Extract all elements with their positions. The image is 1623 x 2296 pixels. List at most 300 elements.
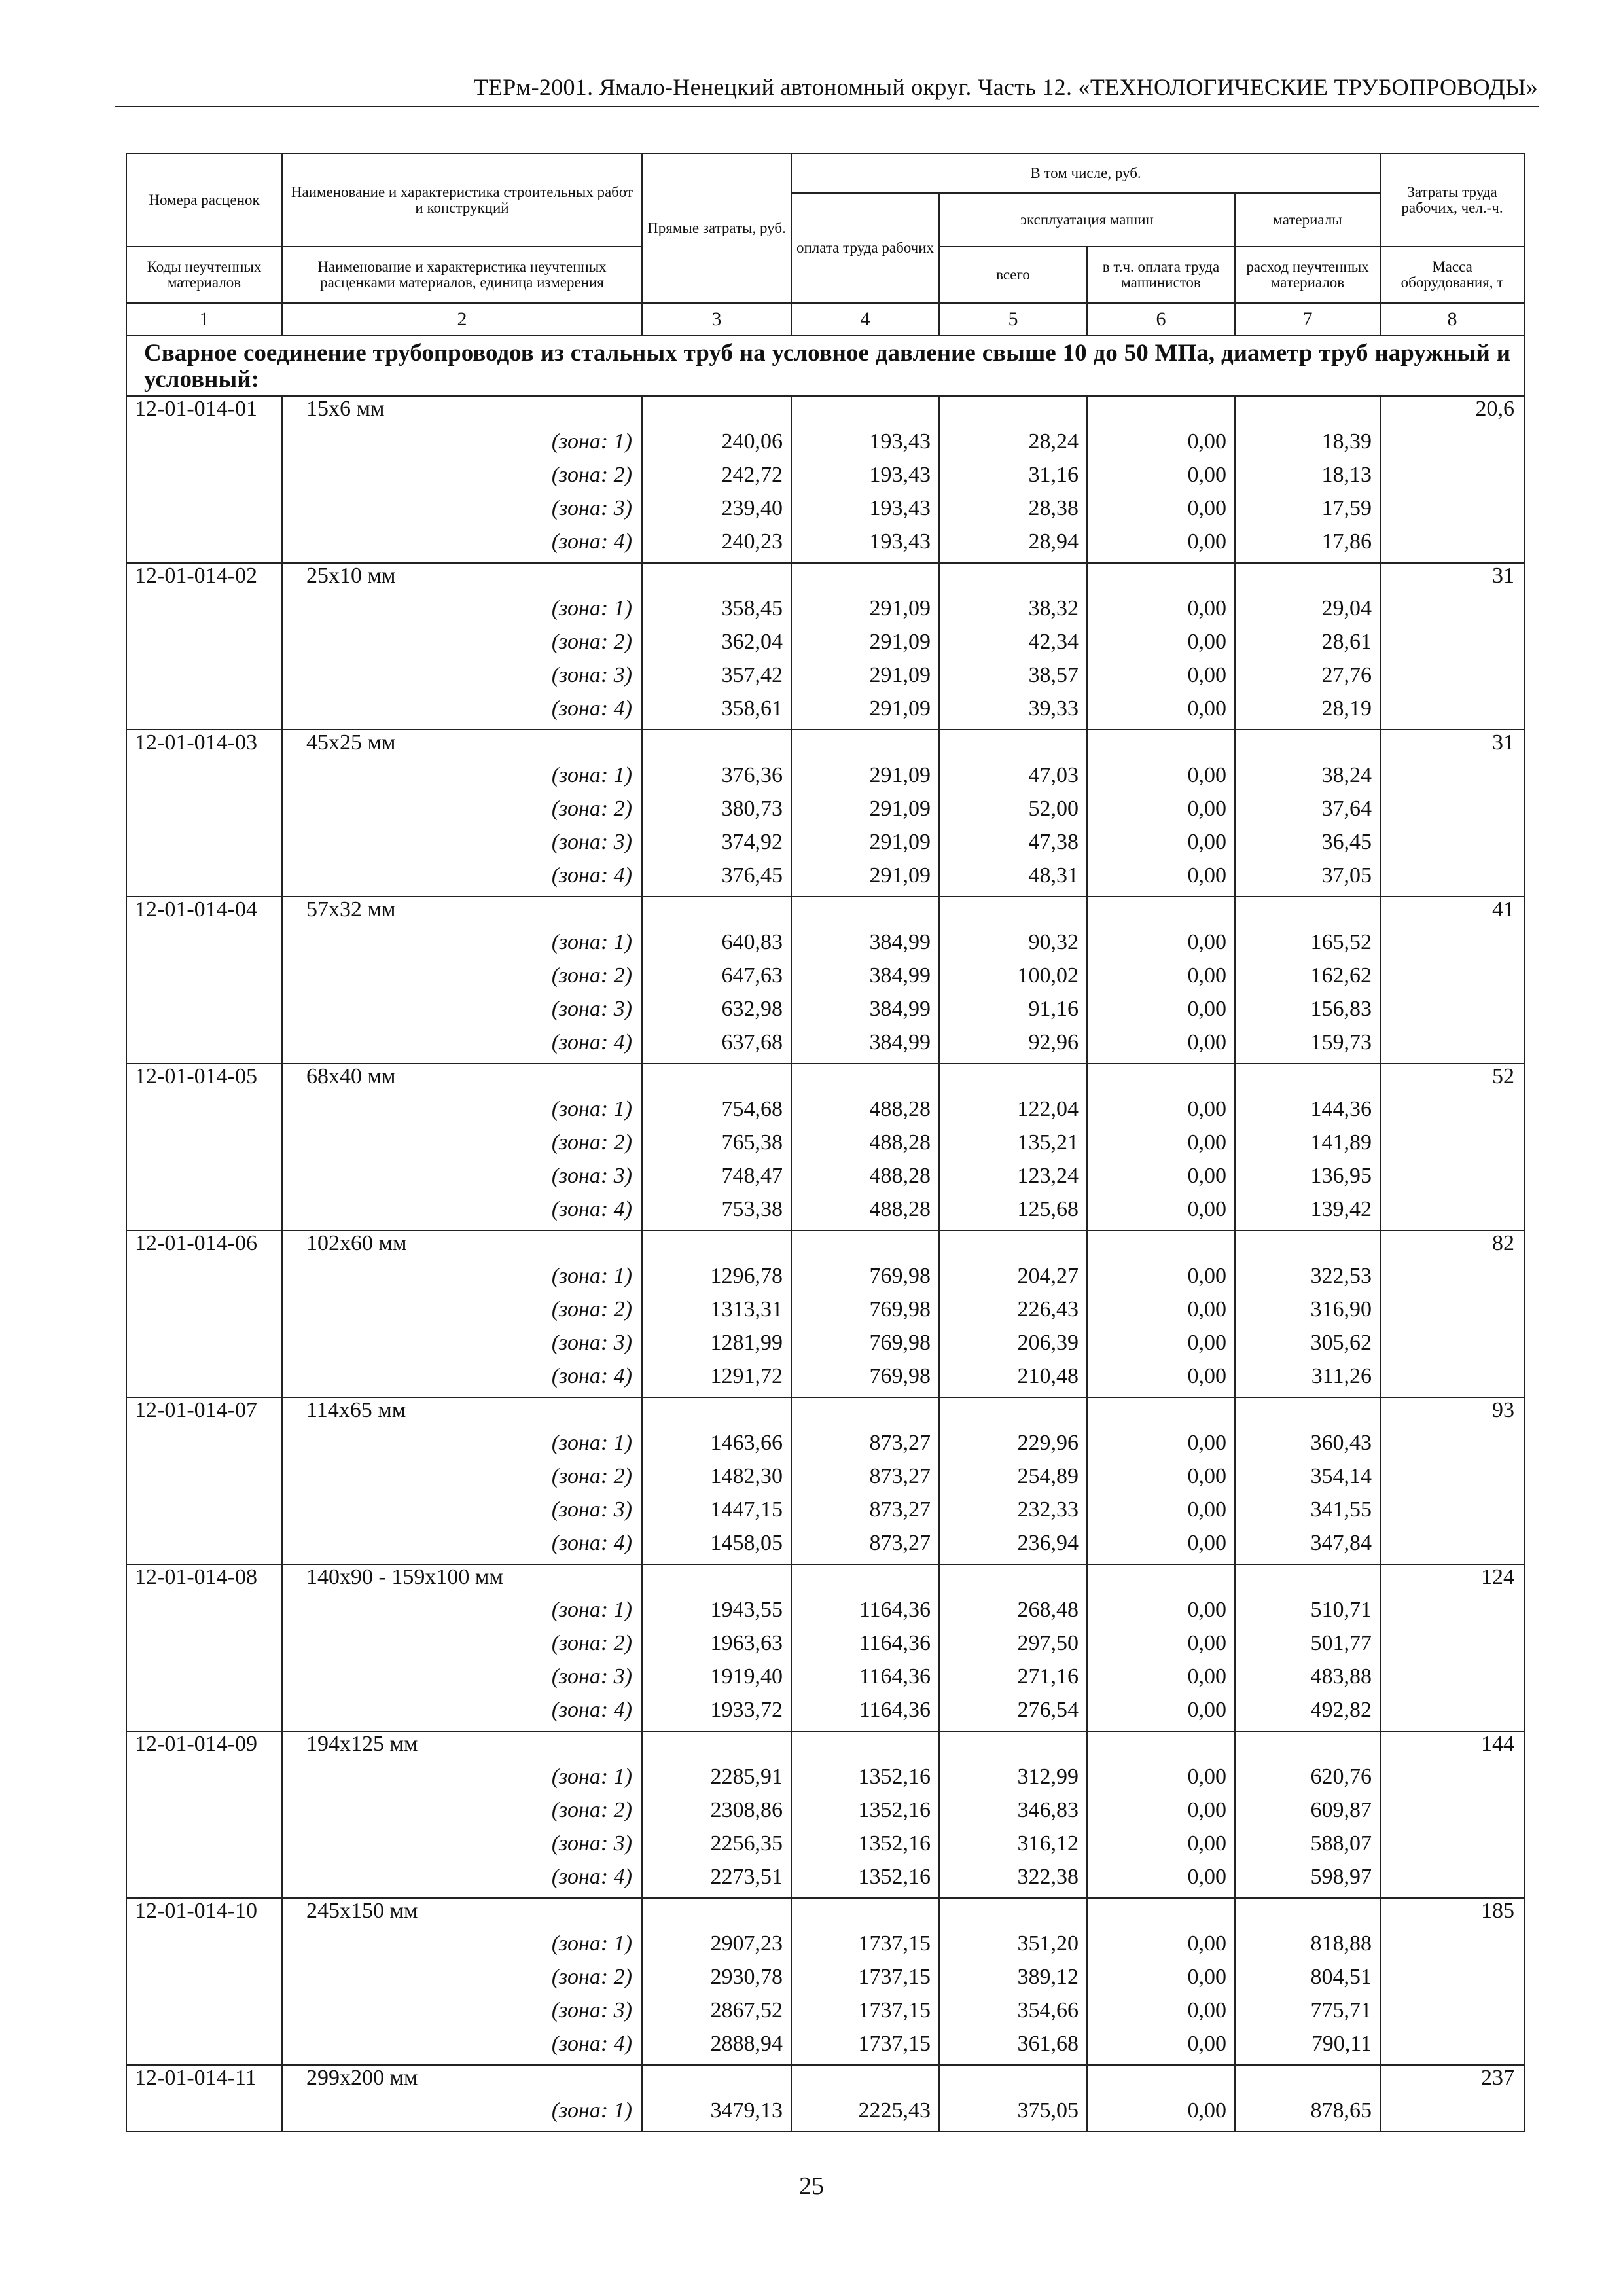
direct-cost-value: 1463,66 <box>642 1431 791 1464</box>
materials-value: 878,65 <box>1235 2098 1380 2132</box>
machinists-pay-value: 0,00 <box>1087 1297 1235 1331</box>
labor-pay-value: 1737,15 <box>791 1931 939 1965</box>
head-work-name: Наименование и характеристика строительных работ и конструкций <box>282 154 642 247</box>
materials-value: 28,19 <box>1235 696 1380 730</box>
rate-code: 12-01-014-05 <box>126 1064 282 1097</box>
code-cell <box>126 630 282 663</box>
labor-pay-value: 769,98 <box>791 1297 939 1331</box>
col-number: 6 <box>1087 303 1235 336</box>
materials-cell <box>1235 2065 1380 2098</box>
code-cell <box>126 1130 282 1164</box>
materials-cell <box>1235 897 1380 930</box>
direct-cost-value: 362,04 <box>642 630 791 663</box>
direct-cell <box>642 1564 791 1598</box>
machines-total-value: 322,38 <box>939 1865 1087 1898</box>
head-labor-pay: оплата труда рабочих <box>791 193 939 303</box>
zone-row <box>126 930 1524 963</box>
labor-pay-value: 488,28 <box>791 1164 939 1197</box>
code-cell <box>126 1765 282 1798</box>
code-cell <box>126 1297 282 1331</box>
machines-total-value: 135,21 <box>939 1130 1087 1164</box>
labor-pay-value: 769,98 <box>791 1264 939 1297</box>
head-material-codes: Коды неучтенных материалов <box>126 247 282 303</box>
direct-cost-value: 242,72 <box>642 463 791 496</box>
materials-value: 17,86 <box>1235 529 1380 563</box>
machinists-pay-value: 0,00 <box>1087 1931 1235 1965</box>
labor-costs-cell <box>1380 963 1524 997</box>
labor-pay-value: 873,27 <box>791 1464 939 1498</box>
materials-cell <box>1235 396 1380 429</box>
zone-label: (зона: 2) <box>282 797 642 830</box>
machines-cell <box>939 563 1087 596</box>
machines-total-value: 48,31 <box>939 863 1087 897</box>
labor-costs-cell <box>1380 463 1524 496</box>
code-cell <box>126 930 282 963</box>
direct-cost-value: 1281,99 <box>642 1331 791 1364</box>
running-header: ТЕРм-2001. Ямало-Ненецкий автономный округ. Часть 12. «ТЕХНОЛОГИЧЕСКИЕ ТРУБОПРОВОДЫ» <box>473 74 1538 100</box>
machines-total-value: 229,96 <box>939 1431 1087 1464</box>
pay-cell <box>791 563 939 596</box>
labor-pay-value: 193,43 <box>791 463 939 496</box>
code-cell <box>126 1965 282 1998</box>
machines-total-value: 354,66 <box>939 1998 1087 2032</box>
materials-value: 156,83 <box>1235 997 1380 1030</box>
zone-label: (зона: 1) <box>282 1264 642 1297</box>
labor-pay-value: 488,28 <box>791 1130 939 1164</box>
direct-cost-value: 1296,78 <box>642 1264 791 1297</box>
materials-value: 501,77 <box>1235 1631 1380 1664</box>
rate-title-row <box>126 396 1524 429</box>
code-cell <box>126 1831 282 1865</box>
direct-cost-value: 1933,72 <box>642 1698 791 1731</box>
labor-costs-cell <box>1380 529 1524 563</box>
zone-label: (зона: 1) <box>282 930 642 963</box>
direct-cost-value: 1447,15 <box>642 1498 791 1531</box>
code-cell <box>126 663 282 696</box>
materials-cell <box>1235 1564 1380 1598</box>
rate-code: 12-01-014-06 <box>126 1230 282 1264</box>
direct-cost-value: 1963,63 <box>642 1631 791 1664</box>
labor-costs-cell <box>1380 429 1524 463</box>
labor-pay-value: 193,43 <box>791 429 939 463</box>
labor-costs-cell <box>1380 1197 1524 1230</box>
direct-cost-value: 380,73 <box>642 797 791 830</box>
materials-value: 322,53 <box>1235 1264 1380 1297</box>
zone-row <box>126 630 1524 663</box>
rate-name: 68x40 мм <box>282 1064 642 1097</box>
code-cell <box>126 1431 282 1464</box>
code-cell <box>126 463 282 496</box>
materials-cell <box>1235 1731 1380 1765</box>
machines-total-value: 268,48 <box>939 1598 1087 1631</box>
direct-cell <box>642 1731 791 1765</box>
materials-value: 136,95 <box>1235 1164 1380 1197</box>
rate-title-row <box>126 1230 1524 1264</box>
materials-value: 162,62 <box>1235 963 1380 997</box>
direct-cost-value: 3479,13 <box>642 2098 791 2132</box>
rate-title-row <box>126 563 1524 596</box>
materials-cell <box>1235 730 1380 763</box>
labor-pay-value: 1737,15 <box>791 1998 939 2032</box>
zone-row <box>126 1464 1524 1498</box>
direct-cost-value: 2888,94 <box>642 2032 791 2065</box>
direct-cost-value: 240,23 <box>642 529 791 563</box>
zone-label: (зона: 1) <box>282 596 642 630</box>
machinists-pay-value: 0,00 <box>1087 596 1235 630</box>
zone-label: (зона: 2) <box>282 1464 642 1498</box>
materials-cell <box>1235 1230 1380 1264</box>
code-cell <box>126 1664 282 1698</box>
labor-pay-value: 384,99 <box>791 1030 939 1064</box>
machines-total-value: 297,50 <box>939 1631 1087 1664</box>
direct-cost-value: 358,45 <box>642 596 791 630</box>
pay-cell <box>791 1731 939 1765</box>
labor-pay-value: 488,28 <box>791 1097 939 1130</box>
labor-pay-value: 1737,15 <box>791 2032 939 2065</box>
machines-total-value: 38,32 <box>939 596 1087 630</box>
machines-total-value: 236,94 <box>939 1531 1087 1564</box>
zone-row <box>126 863 1524 897</box>
rate-code: 12-01-014-07 <box>126 1397 282 1431</box>
direct-cost-value: 2308,86 <box>642 1798 791 1831</box>
materials-value: 28,61 <box>1235 630 1380 663</box>
labor-pay-value: 291,09 <box>791 696 939 730</box>
head-labor-costs: Затраты труда рабочих, чел.-ч. <box>1380 154 1524 247</box>
rate-name: 194x125 мм <box>282 1731 642 1765</box>
zone-row <box>126 1164 1524 1197</box>
machines-total-value: 90,32 <box>939 930 1087 963</box>
machinists-cell <box>1087 1230 1235 1264</box>
zone-row <box>126 1431 1524 1464</box>
machinists-pay-value: 0,00 <box>1087 1865 1235 1898</box>
rate-code: 12-01-014-04 <box>126 897 282 930</box>
rate-name: 245x150 мм <box>282 1898 642 1931</box>
labor-costs-cell <box>1380 596 1524 630</box>
col-number: 2 <box>282 303 642 336</box>
rate-code: 12-01-014-10 <box>126 1898 282 1931</box>
machines-total-value: 361,68 <box>939 2032 1087 2065</box>
table-head <box>126 154 1524 396</box>
labor-costs-cell <box>1380 1498 1524 1531</box>
code-cell <box>126 1464 282 1498</box>
zone-row <box>126 1130 1524 1164</box>
pay-cell <box>791 2065 939 2098</box>
labor-pay-value: 1352,16 <box>791 1765 939 1798</box>
machines-total-value: 375,05 <box>939 2098 1087 2132</box>
pay-cell <box>791 1564 939 1598</box>
code-cell <box>126 1498 282 1531</box>
rate-title-row <box>126 1564 1524 1598</box>
labor-costs-cell <box>1380 1130 1524 1164</box>
machines-cell <box>939 1064 1087 1097</box>
materials-value: 354,14 <box>1235 1464 1380 1498</box>
materials-value: 165,52 <box>1235 930 1380 963</box>
direct-cost-value: 1313,31 <box>642 1297 791 1331</box>
labor-costs-cell <box>1380 496 1524 529</box>
labor-costs-cell <box>1380 830 1524 863</box>
machines-total-value: 346,83 <box>939 1798 1087 1831</box>
machines-total-value: 92,96 <box>939 1030 1087 1064</box>
price-table <box>126 153 1525 2132</box>
section-title: Сварное соединение трубопроводов из стальных труб на условное давление свыше 10 до 50 МПа, диаметр труб наружный и условный: <box>126 336 1524 396</box>
machines-total-value: 123,24 <box>939 1164 1087 1197</box>
code-cell <box>126 1698 282 1731</box>
machinists-pay-value: 0,00 <box>1087 2032 1235 2065</box>
labor-costs-cell <box>1380 1631 1524 1664</box>
code-cell <box>126 1865 282 1898</box>
labor-costs-cell <box>1380 1364 1524 1397</box>
labor-pay-value: 193,43 <box>791 496 939 529</box>
rate-title-row <box>126 1064 1524 1097</box>
labor-pay-value: 291,09 <box>791 663 939 696</box>
zone-label: (зона: 4) <box>282 696 642 730</box>
zone-row <box>126 997 1524 1030</box>
labor-pay-value: 488,28 <box>791 1197 939 1230</box>
labor-pay-value: 291,09 <box>791 830 939 863</box>
materials-value: 360,43 <box>1235 1431 1380 1464</box>
zone-row <box>126 1831 1524 1865</box>
labor-costs-value: 52 <box>1380 1064 1524 1097</box>
direct-cost-value: 754,68 <box>642 1097 791 1130</box>
zone-label: (зона: 3) <box>282 830 642 863</box>
machinists-pay-value: 0,00 <box>1087 1331 1235 1364</box>
labor-pay-value: 384,99 <box>791 930 939 963</box>
labor-pay-value: 193,43 <box>791 529 939 563</box>
materials-value: 609,87 <box>1235 1798 1380 1831</box>
labor-pay-value: 1164,36 <box>791 1631 939 1664</box>
zone-row <box>126 663 1524 696</box>
machines-total-value: 271,16 <box>939 1664 1087 1698</box>
rate-name: 140x90 - 159x100 мм <box>282 1564 642 1598</box>
zone-label: (зона: 1) <box>282 763 642 797</box>
rate-code: 12-01-014-09 <box>126 1731 282 1765</box>
materials-value: 159,73 <box>1235 1030 1380 1064</box>
zone-row <box>126 1965 1524 1998</box>
labor-costs-cell <box>1380 1097 1524 1130</box>
code-cell <box>126 1798 282 1831</box>
zone-row <box>126 1598 1524 1631</box>
labor-pay-value: 1164,36 <box>791 1598 939 1631</box>
code-cell <box>126 963 282 997</box>
code-cell <box>126 763 282 797</box>
machinists-pay-value: 0,00 <box>1087 663 1235 696</box>
zone-row <box>126 1865 1524 1898</box>
labor-pay-value: 291,09 <box>791 763 939 797</box>
labor-costs-value: 31 <box>1380 563 1524 596</box>
direct-cost-value: 376,45 <box>642 863 791 897</box>
machinists-pay-value: 0,00 <box>1087 1965 1235 1998</box>
labor-costs-cell <box>1380 1998 1524 2032</box>
zone-row <box>126 1765 1524 1798</box>
zone-label: (зона: 3) <box>282 997 642 1030</box>
machines-total-value: 28,24 <box>939 429 1087 463</box>
materials-value: 36,45 <box>1235 830 1380 863</box>
code-cell <box>126 797 282 830</box>
materials-value: 510,71 <box>1235 1598 1380 1631</box>
col-number: 4 <box>791 303 939 336</box>
labor-costs-cell <box>1380 2032 1524 2065</box>
zone-label: (зона: 3) <box>282 1331 642 1364</box>
labor-costs-cell <box>1380 663 1524 696</box>
materials-value: 27,76 <box>1235 663 1380 696</box>
rate-code: 12-01-014-01 <box>126 396 282 429</box>
col-number: 7 <box>1235 303 1380 336</box>
direct-cost-value: 239,40 <box>642 496 791 529</box>
materials-cell <box>1235 1898 1380 1931</box>
machines-cell <box>939 1230 1087 1264</box>
head-unaccounted-materials: расход неучтенных материалов <box>1235 247 1380 303</box>
direct-cost-value: 240,06 <box>642 429 791 463</box>
labor-pay-value: 873,27 <box>791 1531 939 1564</box>
labor-costs-value: 31 <box>1380 730 1524 763</box>
machines-cell <box>939 2065 1087 2098</box>
labor-costs-cell <box>1380 1598 1524 1631</box>
materials-cell <box>1235 563 1380 596</box>
labor-costs-cell <box>1380 696 1524 730</box>
labor-costs-cell <box>1380 1664 1524 1698</box>
labor-costs-value: 93 <box>1380 1397 1524 1431</box>
direct-cost-value: 1919,40 <box>642 1664 791 1698</box>
machines-total-value: 38,57 <box>939 663 1087 696</box>
machines-total-value: 312,99 <box>939 1765 1087 1798</box>
direct-cell <box>642 730 791 763</box>
zone-label: (зона: 4) <box>282 1364 642 1397</box>
machines-cell <box>939 1564 1087 1598</box>
labor-costs-cell <box>1380 1798 1524 1831</box>
machinists-pay-value: 0,00 <box>1087 1831 1235 1865</box>
direct-cost-value: 748,47 <box>642 1164 791 1197</box>
machinists-pay-value: 0,00 <box>1087 1197 1235 1230</box>
materials-value: 37,05 <box>1235 863 1380 897</box>
machines-total-value: 226,43 <box>939 1297 1087 1331</box>
zone-row <box>126 496 1524 529</box>
head-materials: материалы <box>1235 193 1380 247</box>
code-cell <box>126 2098 282 2132</box>
code-cell <box>126 863 282 897</box>
machines-cell <box>939 730 1087 763</box>
labor-costs-cell <box>1380 1965 1524 1998</box>
zone-label: (зона: 1) <box>282 2098 642 2132</box>
direct-cost-value: 2930,78 <box>642 1965 791 1998</box>
zone-label: (зона: 3) <box>282 496 642 529</box>
machinists-cell <box>1087 396 1235 429</box>
labor-pay-value: 873,27 <box>791 1431 939 1464</box>
materials-value: 144,36 <box>1235 1097 1380 1130</box>
zone-label: (зона: 2) <box>282 1965 642 1998</box>
zone-label: (зона: 4) <box>282 1030 642 1064</box>
labor-costs-cell <box>1380 1431 1524 1464</box>
machinists-pay-value: 0,00 <box>1087 429 1235 463</box>
materials-value: 311,26 <box>1235 1364 1380 1397</box>
materials-value: 775,71 <box>1235 1998 1380 2032</box>
direct-cost-value: 357,42 <box>642 663 791 696</box>
rate-title-row <box>126 897 1524 930</box>
machines-cell <box>939 396 1087 429</box>
zone-label: (зона: 1) <box>282 429 642 463</box>
rate-name: 25x10 мм <box>282 563 642 596</box>
code-cell <box>126 496 282 529</box>
zone-label: (зона: 1) <box>282 1097 642 1130</box>
machinists-pay-value: 0,00 <box>1087 963 1235 997</box>
labor-pay-value: 291,09 <box>791 863 939 897</box>
materials-value: 483,88 <box>1235 1664 1380 1698</box>
labor-costs-value: 237 <box>1380 2065 1524 2098</box>
machines-total-value: 91,16 <box>939 997 1087 1030</box>
zone-label: (зона: 2) <box>282 1631 642 1664</box>
machinists-pay-value: 0,00 <box>1087 496 1235 529</box>
labor-costs-cell <box>1380 1297 1524 1331</box>
labor-costs-cell <box>1380 863 1524 897</box>
materials-value: 17,59 <box>1235 496 1380 529</box>
machines-total-value: 206,39 <box>939 1331 1087 1364</box>
machinists-pay-value: 0,00 <box>1087 2098 1235 2132</box>
machines-total-value: 47,03 <box>939 763 1087 797</box>
labor-costs-cell <box>1380 1164 1524 1197</box>
direct-cost-value: 637,68 <box>642 1030 791 1064</box>
zone-label: (зона: 2) <box>282 1798 642 1831</box>
rate-name: 114x65 мм <box>282 1397 642 1431</box>
machines-total-value: 389,12 <box>939 1965 1087 1998</box>
direct-cell <box>642 1230 791 1264</box>
machinists-pay-value: 0,00 <box>1087 1698 1235 1731</box>
machinists-pay-value: 0,00 <box>1087 630 1235 663</box>
machines-total-value: 122,04 <box>939 1097 1087 1130</box>
labor-costs-cell <box>1380 2098 1524 2132</box>
rate-name: 15x6 мм <box>282 396 642 429</box>
labor-costs-value: 20,6 <box>1380 396 1524 429</box>
labor-costs-value: 82 <box>1380 1230 1524 1264</box>
zone-label: (зона: 2) <box>282 1130 642 1164</box>
zone-row <box>126 1197 1524 1230</box>
direct-cost-value: 374,92 <box>642 830 791 863</box>
machines-total-value: 232,33 <box>939 1498 1087 1531</box>
direct-cost-value: 2867,52 <box>642 1998 791 2032</box>
zone-row <box>126 1698 1524 1731</box>
code-cell <box>126 830 282 863</box>
zone-row <box>126 596 1524 630</box>
machines-total-value: 28,38 <box>939 496 1087 529</box>
labor-costs-cell <box>1380 930 1524 963</box>
machinists-pay-value: 0,00 <box>1087 529 1235 563</box>
materials-cell <box>1235 1397 1380 1431</box>
labor-costs-cell <box>1380 1765 1524 1798</box>
machinists-pay-value: 0,00 <box>1087 1164 1235 1197</box>
machinists-cell <box>1087 1564 1235 1598</box>
pay-cell <box>791 730 939 763</box>
machinists-pay-value: 0,00 <box>1087 1498 1235 1531</box>
labor-costs-cell <box>1380 1831 1524 1865</box>
zone-row <box>126 797 1524 830</box>
zone-label: (зона: 3) <box>282 1498 642 1531</box>
zone-row <box>126 1264 1524 1297</box>
labor-pay-value: 873,27 <box>791 1498 939 1531</box>
machines-total-value: 39,33 <box>939 696 1087 730</box>
machines-total-value: 52,00 <box>939 797 1087 830</box>
machinists-cell <box>1087 730 1235 763</box>
machinists-pay-value: 0,00 <box>1087 1598 1235 1631</box>
materials-value: 598,97 <box>1235 1865 1380 1898</box>
rate-code: 12-01-014-11 <box>126 2065 282 2098</box>
machinists-pay-value: 0,00 <box>1087 1765 1235 1798</box>
zone-row <box>126 1798 1524 1831</box>
materials-value: 818,88 <box>1235 1931 1380 1965</box>
zone-label: (зона: 4) <box>282 1197 642 1230</box>
col-number: 1 <box>126 303 282 336</box>
machines-total-value: 316,12 <box>939 1831 1087 1865</box>
labor-costs-value: 41 <box>1380 897 1524 930</box>
code-cell <box>126 429 282 463</box>
labor-costs-value: 144 <box>1380 1731 1524 1765</box>
